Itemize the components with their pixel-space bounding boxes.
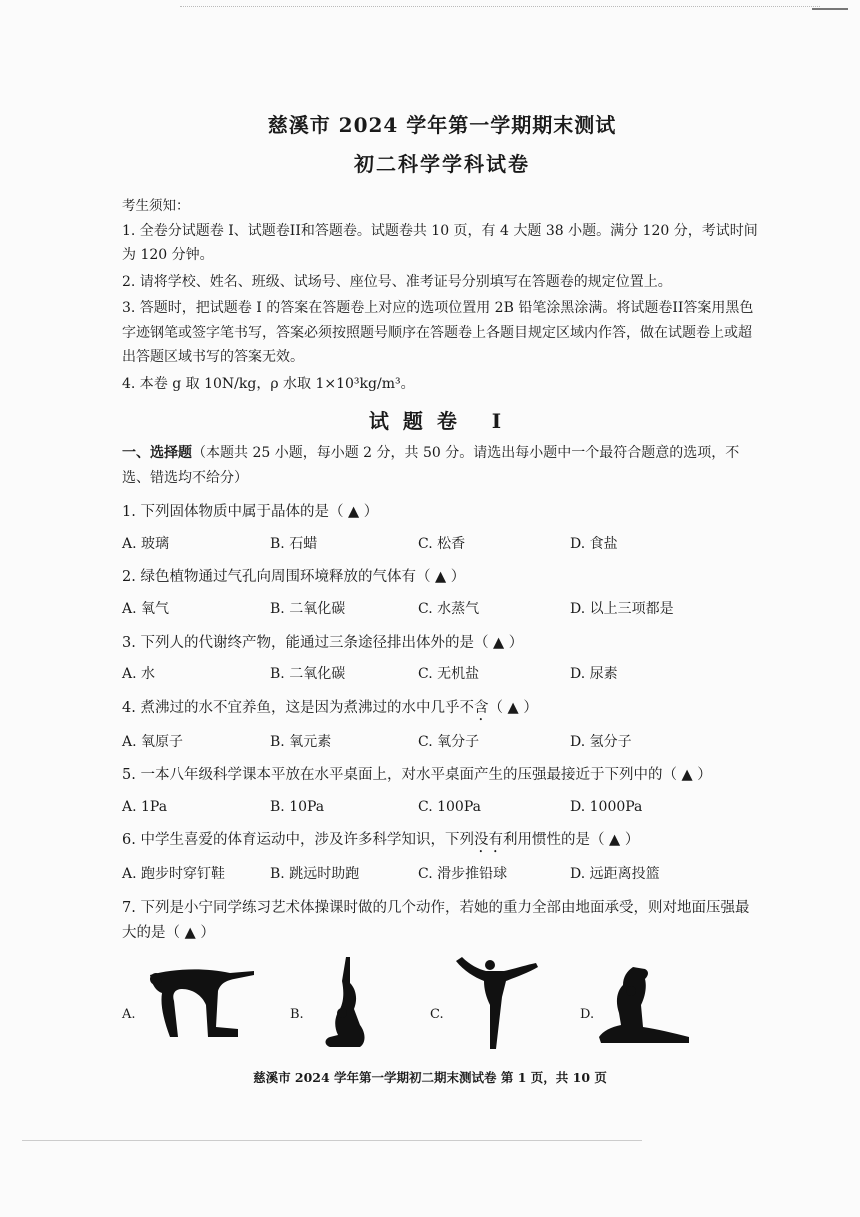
- option: B. 氧元素: [270, 733, 332, 750]
- option: D. 以上三项都是: [570, 600, 674, 617]
- scan-corner-mark: [812, 0, 848, 10]
- page-content: [122, 110, 762, 1065]
- question-stem: 1. 下列固体物质中属于晶体的是（ ▲ ）: [122, 504, 379, 521]
- option: C. 滑步推铅球: [418, 866, 508, 883]
- option: C. 无机盐: [418, 665, 480, 682]
- stem-text: （ ▲ ）: [488, 699, 538, 716]
- gymnast-backbend-figure: [142, 965, 262, 1045]
- question-stem: 7. 下列是小宁同学练习艺术体操课时做的几个动作，若她的重力全部由地面承受，则对地面压强最大的是（ ▲ ）: [122, 900, 750, 942]
- question-options: [122, 864, 762, 886]
- candidate-notice: [122, 196, 762, 396]
- option: D. 食盐: [570, 535, 618, 552]
- question-stem: 2. 绿色植物通过气孔向周围环境释放的气体有（ ▲ ）: [122, 569, 466, 586]
- option: C. 松香: [418, 535, 466, 552]
- option: A. 水: [122, 665, 156, 682]
- option: B. 10Pa: [270, 798, 325, 815]
- section-heading: 一、选择题: [122, 445, 192, 462]
- scan-bottom-edge: [22, 1140, 642, 1141]
- question-options: [122, 732, 762, 754]
- figure-label: D.: [580, 1006, 595, 1022]
- stem-text: 利用惯性的是（ ▲ ）: [502, 832, 640, 849]
- question-stem: [122, 828, 762, 856]
- notice-item: 2. 请将学校、姓名、班级、试场号、座位号、准考证号分别填写在答题卷的规定位置上。: [122, 273, 672, 290]
- option: B. 石蜡: [270, 535, 318, 552]
- section-instructions: （本题共 25 小题，每小题 2 分，共 50 分。请选出每小题中一个最符合题意的选项，不选、错选均不给分）: [122, 445, 740, 486]
- gymnast-standing-split-figure: [452, 953, 542, 1053]
- option: D. 远距离投篮: [570, 866, 660, 883]
- notice-heading: 考生须知：: [122, 198, 190, 214]
- option: D. 1000Pa: [570, 798, 643, 815]
- option: D. 氢分子: [570, 733, 632, 750]
- option: A. 氧原子: [122, 733, 184, 750]
- option: B. 跳远时助跑: [270, 866, 360, 883]
- option: C. 氧分子: [418, 733, 480, 750]
- section-title: 试题卷 I: [368, 409, 516, 434]
- exam-subtitle: 初二科学学科试卷: [354, 152, 530, 176]
- notice-item: 3. 答题时，把试题卷 I 的答案在答题卷上对应的选项位置用 2B 铅笔涂黑涂满。将试题卷II答案用黑色字迹钢笔或签字笔书写，答案必须按照题号顺序在答题卷上各题目规定区域内作答，做在试题卷上或超出答题区域书写的答案无效。: [122, 300, 754, 366]
- question-options: [122, 534, 762, 556]
- question-stem: 5. 一本八年级科学课本平放在水平桌面上，对水平桌面产生的压强最接近于下列中的（ ▲ ）: [122, 767, 712, 784]
- stem-text: 6. 中学生喜爱的体育运动中，涉及许多科学知识，下列: [122, 832, 474, 849]
- option: D. 尿素: [570, 665, 618, 682]
- question-options: [122, 599, 762, 621]
- gymnast-seated-split-figure: [597, 965, 692, 1047]
- question-options: [122, 797, 762, 819]
- option: A. 跑步时穿钉鞋: [122, 866, 226, 883]
- option: B. 二氧化碳: [270, 600, 346, 617]
- gymnast-kneeling-arch-figure: [320, 955, 370, 1050]
- scan-edge: [180, 0, 820, 7]
- emphasized-word: 没有: [473, 832, 503, 849]
- section-description: [122, 441, 762, 490]
- option: C. 水蒸气: [418, 600, 480, 617]
- figure-label: B.: [290, 1006, 304, 1022]
- notice-item: 1. 全卷分试题卷 I、试题卷II和答题卷。试题卷共 10 页，有 4 大题 38 小题。满分 120 分，考试时间为 120 分钟。: [122, 222, 758, 264]
- option: A. 1Pa: [122, 798, 168, 815]
- gymnastics-figures: [122, 965, 762, 1065]
- option: A. 玻璃: [122, 535, 170, 552]
- figure-label: A.: [122, 1006, 136, 1022]
- figure-label: C.: [430, 1006, 444, 1022]
- option: C. 100Pa: [418, 798, 481, 815]
- question-options: [122, 664, 762, 686]
- option: B. 二氧化碳: [270, 665, 346, 682]
- stem-text: 4. 煮沸过的水不宜养鱼，这是因为煮沸过的水中几乎不: [122, 699, 474, 716]
- question-stem: 3. 下列人的代谢终产物，能通过三条途径排出体外的是（ ▲ ）: [122, 634, 524, 651]
- question-stem: [122, 696, 762, 724]
- exam-title: 慈溪市 2024 学年第一学期期末测试: [267, 113, 617, 137]
- option: A. 氧气: [122, 600, 170, 617]
- emphasized-word: 含: [473, 699, 489, 716]
- notice-item: 4. 本卷 g 取 10N/kg，ρ 水取 1×10³kg/m³。: [122, 375, 415, 392]
- page-footer: 慈溪市 2024 学年第一学期初二期末测试卷 第 1 页，共 10 页: [253, 1070, 607, 1085]
